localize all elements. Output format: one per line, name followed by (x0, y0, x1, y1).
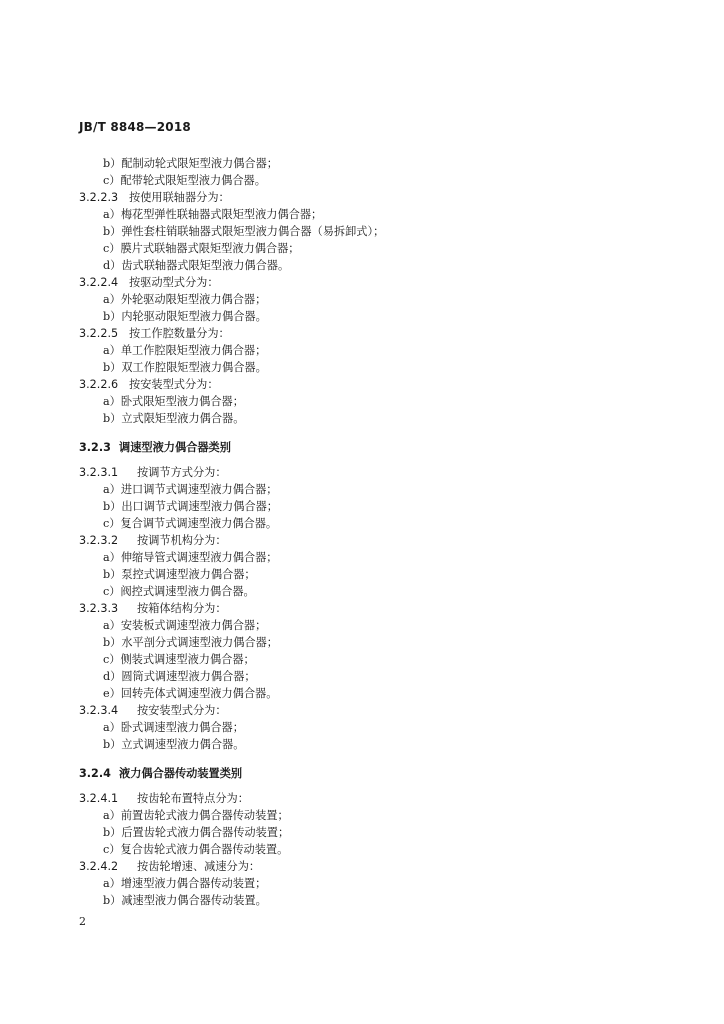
clause-number: 3.2.2.3 (79, 191, 119, 204)
page-number: 2 (79, 915, 86, 928)
clause-heading (79, 325, 679, 342)
clause-text: 按驱动型式分为： (129, 276, 219, 289)
list-item: b）立式限矩型液力偶合器。 (103, 412, 245, 425)
section-heading-3-2-4 (79, 765, 679, 782)
clause-heading (79, 376, 679, 393)
list-item: a）外轮驱动限矩型液力偶合器； (103, 293, 267, 306)
section-heading-3-2-3 (79, 439, 679, 456)
clause-number: 3.2.3.1 (79, 466, 119, 479)
list-item: c）侧装式调速型液力偶合器； (103, 653, 255, 666)
list-item: a）伸缩导管式调速型液力偶合器； (103, 551, 278, 564)
list-item: b）减速型液力偶合器传动装置。 (103, 894, 267, 907)
clause-heading (79, 600, 679, 617)
list-item: b）弹性套柱销联轴器式限矩型液力偶合器（易拆卸式）； (103, 225, 385, 238)
list-item: a）进口调节式调速型液力偶合器； (103, 483, 278, 496)
clause-number: 3.2.3.4 (79, 704, 119, 717)
list-item: c）复合调节式调速型液力偶合器。 (103, 517, 278, 530)
list-item: b）水平剖分式调速型液力偶合器； (103, 636, 278, 649)
list-item: a）卧式限矩型液力偶合器； (103, 395, 244, 408)
clause-text: 按箱体结构分为： (137, 602, 227, 615)
clause-number: 3.2.4.2 (79, 860, 119, 873)
clause-text: 按安装型式分为： (129, 378, 219, 391)
clause-text: 按齿轮增速、减速分为： (137, 860, 261, 873)
clause-heading (79, 702, 679, 719)
list-item: c）配带轮式限矩型液力偶合器。 (103, 174, 266, 187)
clause-text: 按调节机构分为： (137, 534, 227, 547)
document-code-header: JB/T 8848—2018 (79, 120, 191, 134)
list-item: b）后置齿轮式液力偶合器传动装置； (103, 826, 290, 839)
clause-text: 按使用联轴器分为： (129, 191, 230, 204)
clause-number: 3.2.2.6 (79, 378, 119, 391)
list-item: a）增速型液力偶合器传动装置； (103, 877, 267, 890)
section-number: 3.2.4 (79, 767, 111, 780)
clause-heading (79, 274, 679, 291)
clause-number: 3.2.3.3 (79, 602, 119, 615)
list-item: d）圆筒式调速型液力偶合器； (103, 670, 256, 683)
list-item: a）安装板式调速型液力偶合器； (103, 619, 267, 632)
section-title: 液力偶合器传动装置类别 (119, 767, 243, 780)
list-item: a）前置齿轮式液力偶合器传动装置； (103, 809, 289, 822)
list-item: b）双工作腔限矩型液力偶合器。 (103, 361, 267, 374)
list-item: b）泵控式调速型液力偶合器； (103, 568, 256, 581)
list-item: d）齿式联轴器式限矩型液力偶合器。 (103, 259, 290, 272)
clause-number: 3.2.2.4 (79, 276, 119, 289)
clause-heading (79, 464, 679, 481)
clause-heading (79, 858, 679, 875)
list-item: b）配制动轮式限矩型液力偶合器； (103, 157, 278, 170)
list-item: a）梅花型弹性联轴器式限矩型液力偶合器； (103, 208, 323, 221)
clause-number: 3.2.4.1 (79, 792, 119, 805)
section-title: 调速型液力偶合器类别 (119, 441, 231, 454)
clause-number: 3.2.3.2 (79, 534, 119, 547)
list-item: a）单工作腔限矩型液力偶合器； (103, 344, 267, 357)
document-body (79, 155, 679, 909)
list-item: b）立式调速型液力偶合器。 (103, 738, 245, 751)
clause-heading (79, 790, 679, 807)
clause-heading (79, 532, 679, 549)
list-item: c）膜片式联轴器式限矩型液力偶合器； (103, 242, 300, 255)
list-item: b）出口调节式调速型液力偶合器； (103, 500, 278, 513)
list-item: c）复合齿轮式液力偶合器传动装置。 (103, 843, 289, 856)
clause-text: 按齿轮布置特点分为： (137, 792, 249, 805)
list-item: e）回转壳体式调速型液力偶合器。 (103, 687, 278, 700)
clause-number: 3.2.2.5 (79, 327, 119, 340)
section-number: 3.2.3 (79, 441, 111, 454)
list-item: a）卧式调速型液力偶合器； (103, 721, 244, 734)
clause-text: 按工作腔数量分为： (129, 327, 230, 340)
list-item: b）内轮驱动限矩型液力偶合器。 (103, 310, 267, 323)
clause-text: 按安装型式分为： (137, 704, 227, 717)
clause-heading (79, 189, 679, 206)
clause-text: 按调节方式分为： (137, 466, 227, 479)
list-item: c）阀控式调速型液力偶合器。 (103, 585, 255, 598)
